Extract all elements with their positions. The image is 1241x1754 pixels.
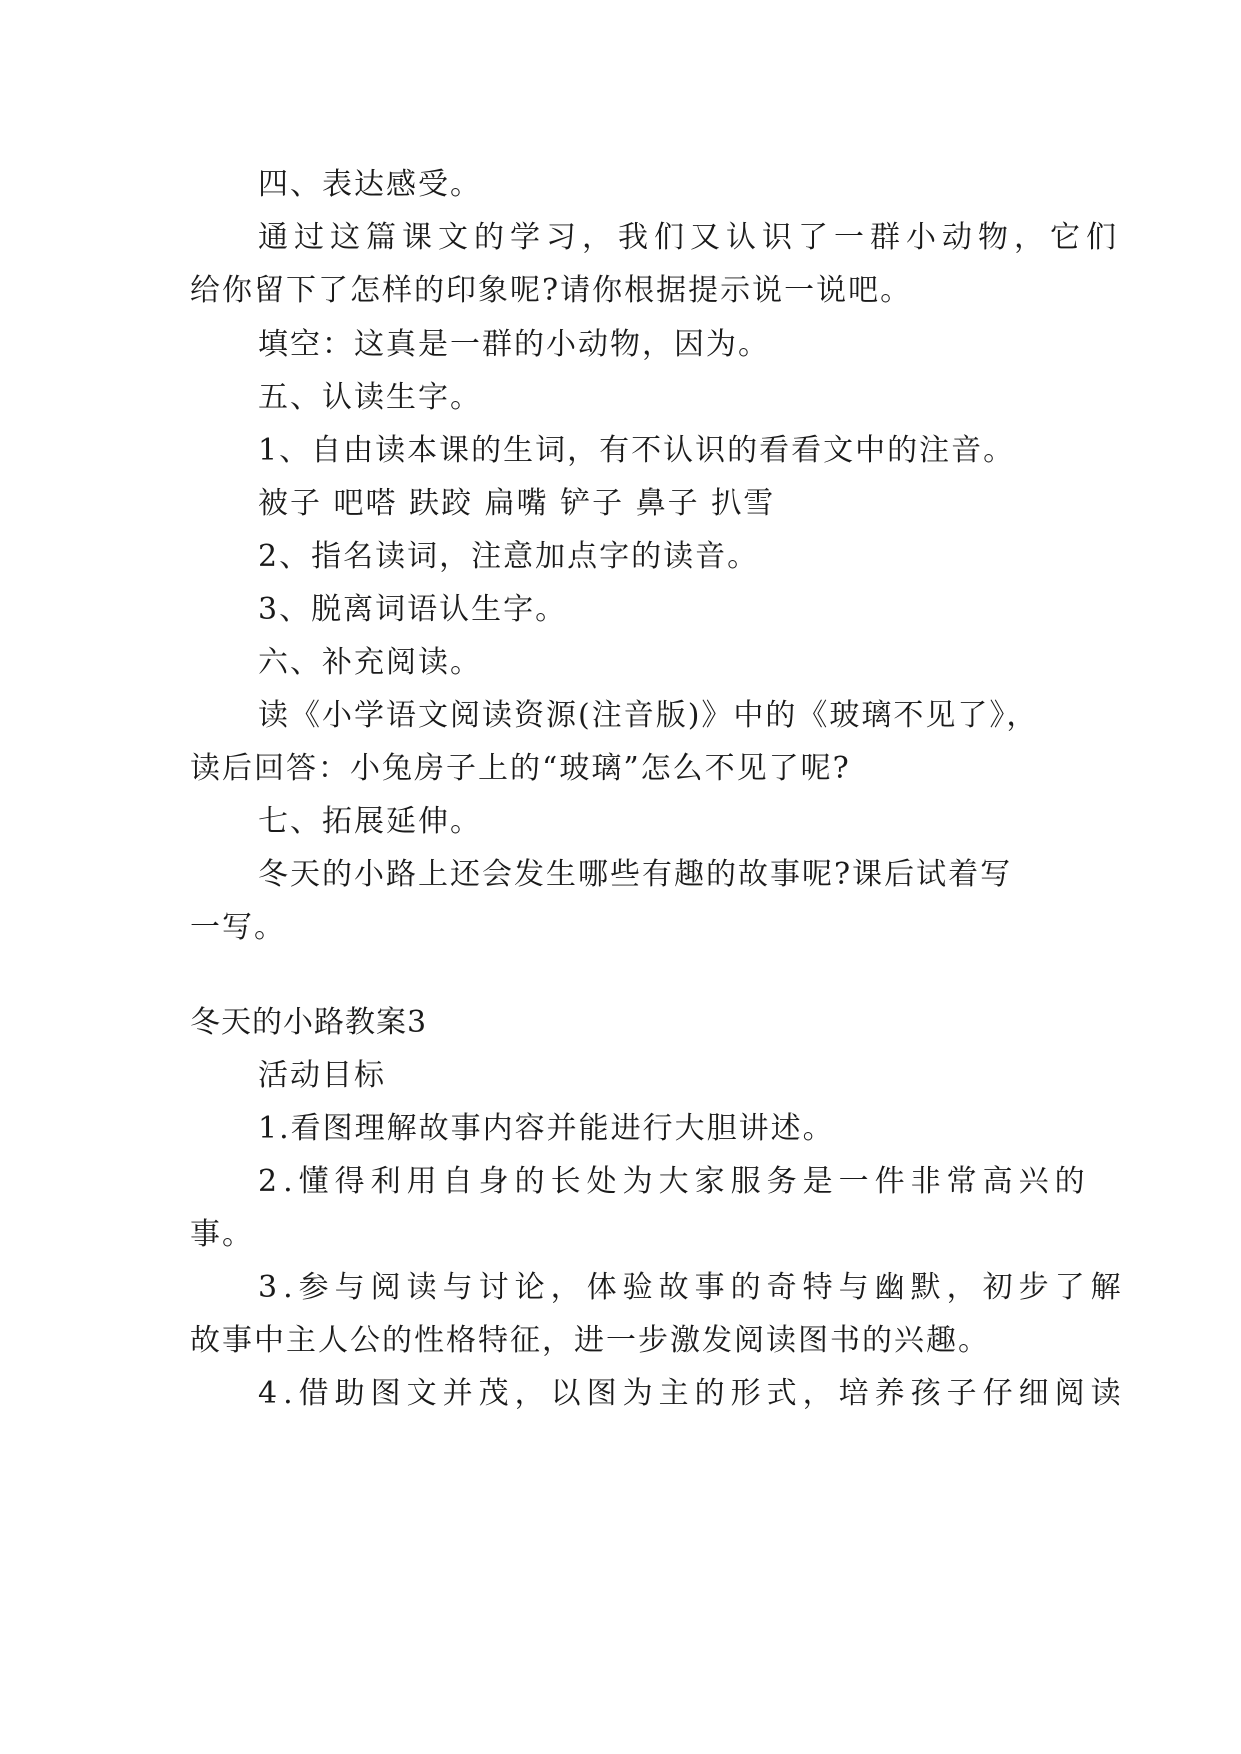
paragraph-line: 给你留下了怎样的印象呢?请你根据提示说一说吧。: [190, 273, 913, 308]
paragraph-line: 读后回答：小兔房子上的“玻璃”怎么不见了呢?: [190, 751, 851, 786]
goal-item: 4.借助图文并茂，以图为主的形式，培养孩子仔细阅读: [258, 1376, 1127, 1411]
paragraph-line: 通过这篇课文的学习，我们又认识了一群小动物，它们: [258, 220, 1122, 255]
goal-item-continuation: 故事中主人公的性格特征，进一步激发阅读图书的兴趣。: [190, 1323, 990, 1358]
activity-goals-heading: 活动目标: [258, 1058, 386, 1093]
goal-item: 1.看图理解故事内容并能进行大胆讲述。: [258, 1111, 835, 1146]
list-item: 3、脱离词语认生字。: [258, 592, 568, 627]
list-item: 2、指名读词，注意加点字的读音。: [258, 539, 760, 574]
section-heading-read-characters: 五、认读生字。: [258, 380, 482, 415]
paragraph-line: 读《小学语文阅读资源(注音版)》中的《玻璃不见了》，: [258, 698, 1039, 733]
paragraph-line: 冬天的小路上还会发生哪些有趣的故事呢?课后试着写: [258, 857, 1013, 892]
fill-blank-line: 填空：这真是一群的小动物，因为。: [258, 327, 770, 362]
goal-item: 2.懂得利用自身的长处为大家服务是一件非常高兴的: [258, 1164, 1091, 1199]
goal-item-continuation: 事。: [190, 1217, 254, 1252]
goal-item: 3.参与阅读与讨论，体验故事的奇特与幽默，初步了解: [258, 1270, 1127, 1305]
vocabulary-words: 被子 吧嗒 趺跤 扁嘴 铲子 鼻子 扒雪: [258, 486, 776, 521]
section-heading-extra-reading: 六、补充阅读。: [258, 645, 482, 680]
lesson-plan-title: 冬天的小路教案3: [190, 1005, 428, 1040]
list-item: 1、自由读本课的生词，有不认识的看看文中的注音。: [258, 433, 1016, 468]
section-heading-extension: 七、拓展延伸。: [258, 804, 482, 839]
paragraph-line: 一写。: [190, 910, 286, 945]
section-heading-express-feelings: 四、表达感受。: [258, 167, 482, 202]
